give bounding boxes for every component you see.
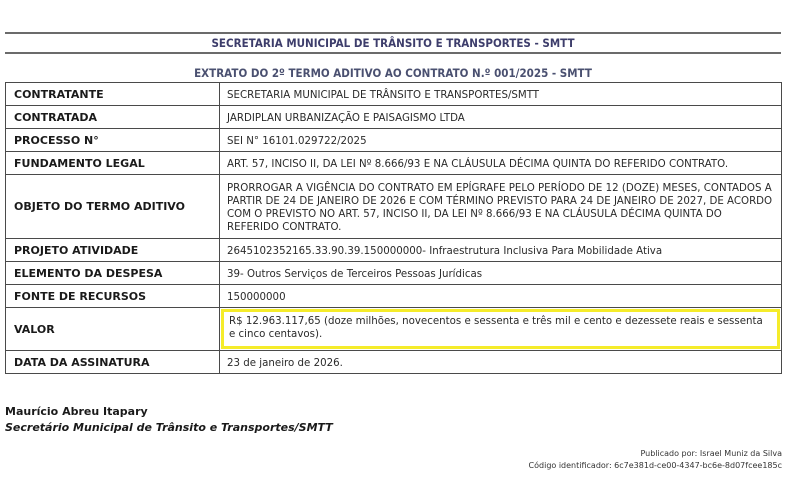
valor-value: R$ 12.963.117,65 (doze milhões, novecentos e sessenta e três mil e cento e dezessete reais e sessenta e cinco centavos). [229,314,763,340]
table-row-processo [6,129,782,152]
row-label: VALOR [6,308,220,351]
elemento-despesa-value: 39- Outros Serviços de Terceiros Pessoas Jurídicas [227,266,483,280]
row-value [220,175,782,239]
row-label: PROJETO ATIVIDADE [6,239,220,262]
table-row-elemento-despesa [6,262,782,285]
objeto-value: PRORROGAR A VIGÊNCIA DO CONTRATO EM EPÍGRAFE PELO PERÍODO DE 12 (DOZE) MESES, CONTADOS A PARTIR DE 24 DE JANEIRO DE 2026 E COM TÉRMINO PREVISTO PARA 24 DE JANEIRO DE 2027, DE ACORDO COM O PREVISTO NO ART. 57, INCISO II, DA LEI Nº 8.666/93 E NA CLÁUSULA DÉCIMA QUINTA DO REFERIDO CONTRATO. [227,180,773,233]
document-title: EXTRATO DO 2º TERMO ADITIVO AO CONTRATO N.º 001/2025 - SMTT [194,66,592,80]
row-value [220,106,782,129]
contratada-value: JARDIPLAN URBANIZAÇÃO E PAISAGISMO LTDA [227,110,465,124]
fundamento-legal-value: ART. 57, INCISO II, DA LEI Nº 8.666/93 E NA CLÁUSULA DÉCIMA QUINTA DO REFERIDO CONTRATO. [227,156,729,170]
row-value [220,239,782,262]
signer-name: Maurício Abreu Itapary [5,405,148,418]
extrato-table [5,82,782,374]
header-bottom-rule [5,52,781,54]
row-value [220,308,782,351]
row-label: FUNDAMENTO LEGAL [6,152,220,175]
row-value [220,351,782,374]
org-title: SECRETARIA MUNICIPAL DE TRÂNSITO E TRANSPORTES - SMTT [211,36,575,50]
row-label: OBJETO DO TERMO ADITIVO [6,175,220,239]
row-value [220,83,782,106]
header-top-rule [5,32,781,34]
table-row-contratada [6,106,782,129]
processo-value: SEI N° 16101.029722/2025 [227,133,367,147]
projeto-atividade-value: 2645102352165.33.90.39.150000000- Infraestrutura Inclusiva Para Mobilidade Ativa [227,243,663,257]
table-row-contratante [6,83,782,106]
row-label: ELEMENTO DA DESPESA [6,262,220,285]
value-highlight [221,309,780,349]
table-row-fonte-recursos [6,285,782,308]
row-label: CONTRATANTE [6,83,220,106]
table-row-data-assinatura [6,351,782,374]
row-value [220,285,782,308]
data-assinatura-value: 23 de janeiro de 2026. [227,355,343,369]
row-value [220,152,782,175]
contratante-value: SECRETARIA MUNICIPAL DE TRÂNSITO E TRANSPORTES/SMTT [227,87,540,101]
row-label: PROCESSO N° [6,129,220,152]
identifier-code: Código identificador: 6c7e381d-ce00-4347-bc6e-8d07fcee185c [528,461,782,470]
row-value [220,129,782,152]
table-row-valor [6,308,782,351]
row-value [220,262,782,285]
published-by: Publicado por: Israel Muniz da Silva [640,449,782,458]
signer-role: Secretário Municipal de Trânsito e Transportes/SMTT [5,421,333,434]
table-row-objeto [6,175,782,239]
row-label: CONTRATADA [6,106,220,129]
fonte-recursos-value: 150000000 [227,289,286,303]
table-row-projeto-atividade [6,239,782,262]
table-row-fundamento-legal [6,152,782,175]
row-label: FONTE DE RECURSOS [6,285,220,308]
row-label: DATA DA ASSINATURA [6,351,220,374]
